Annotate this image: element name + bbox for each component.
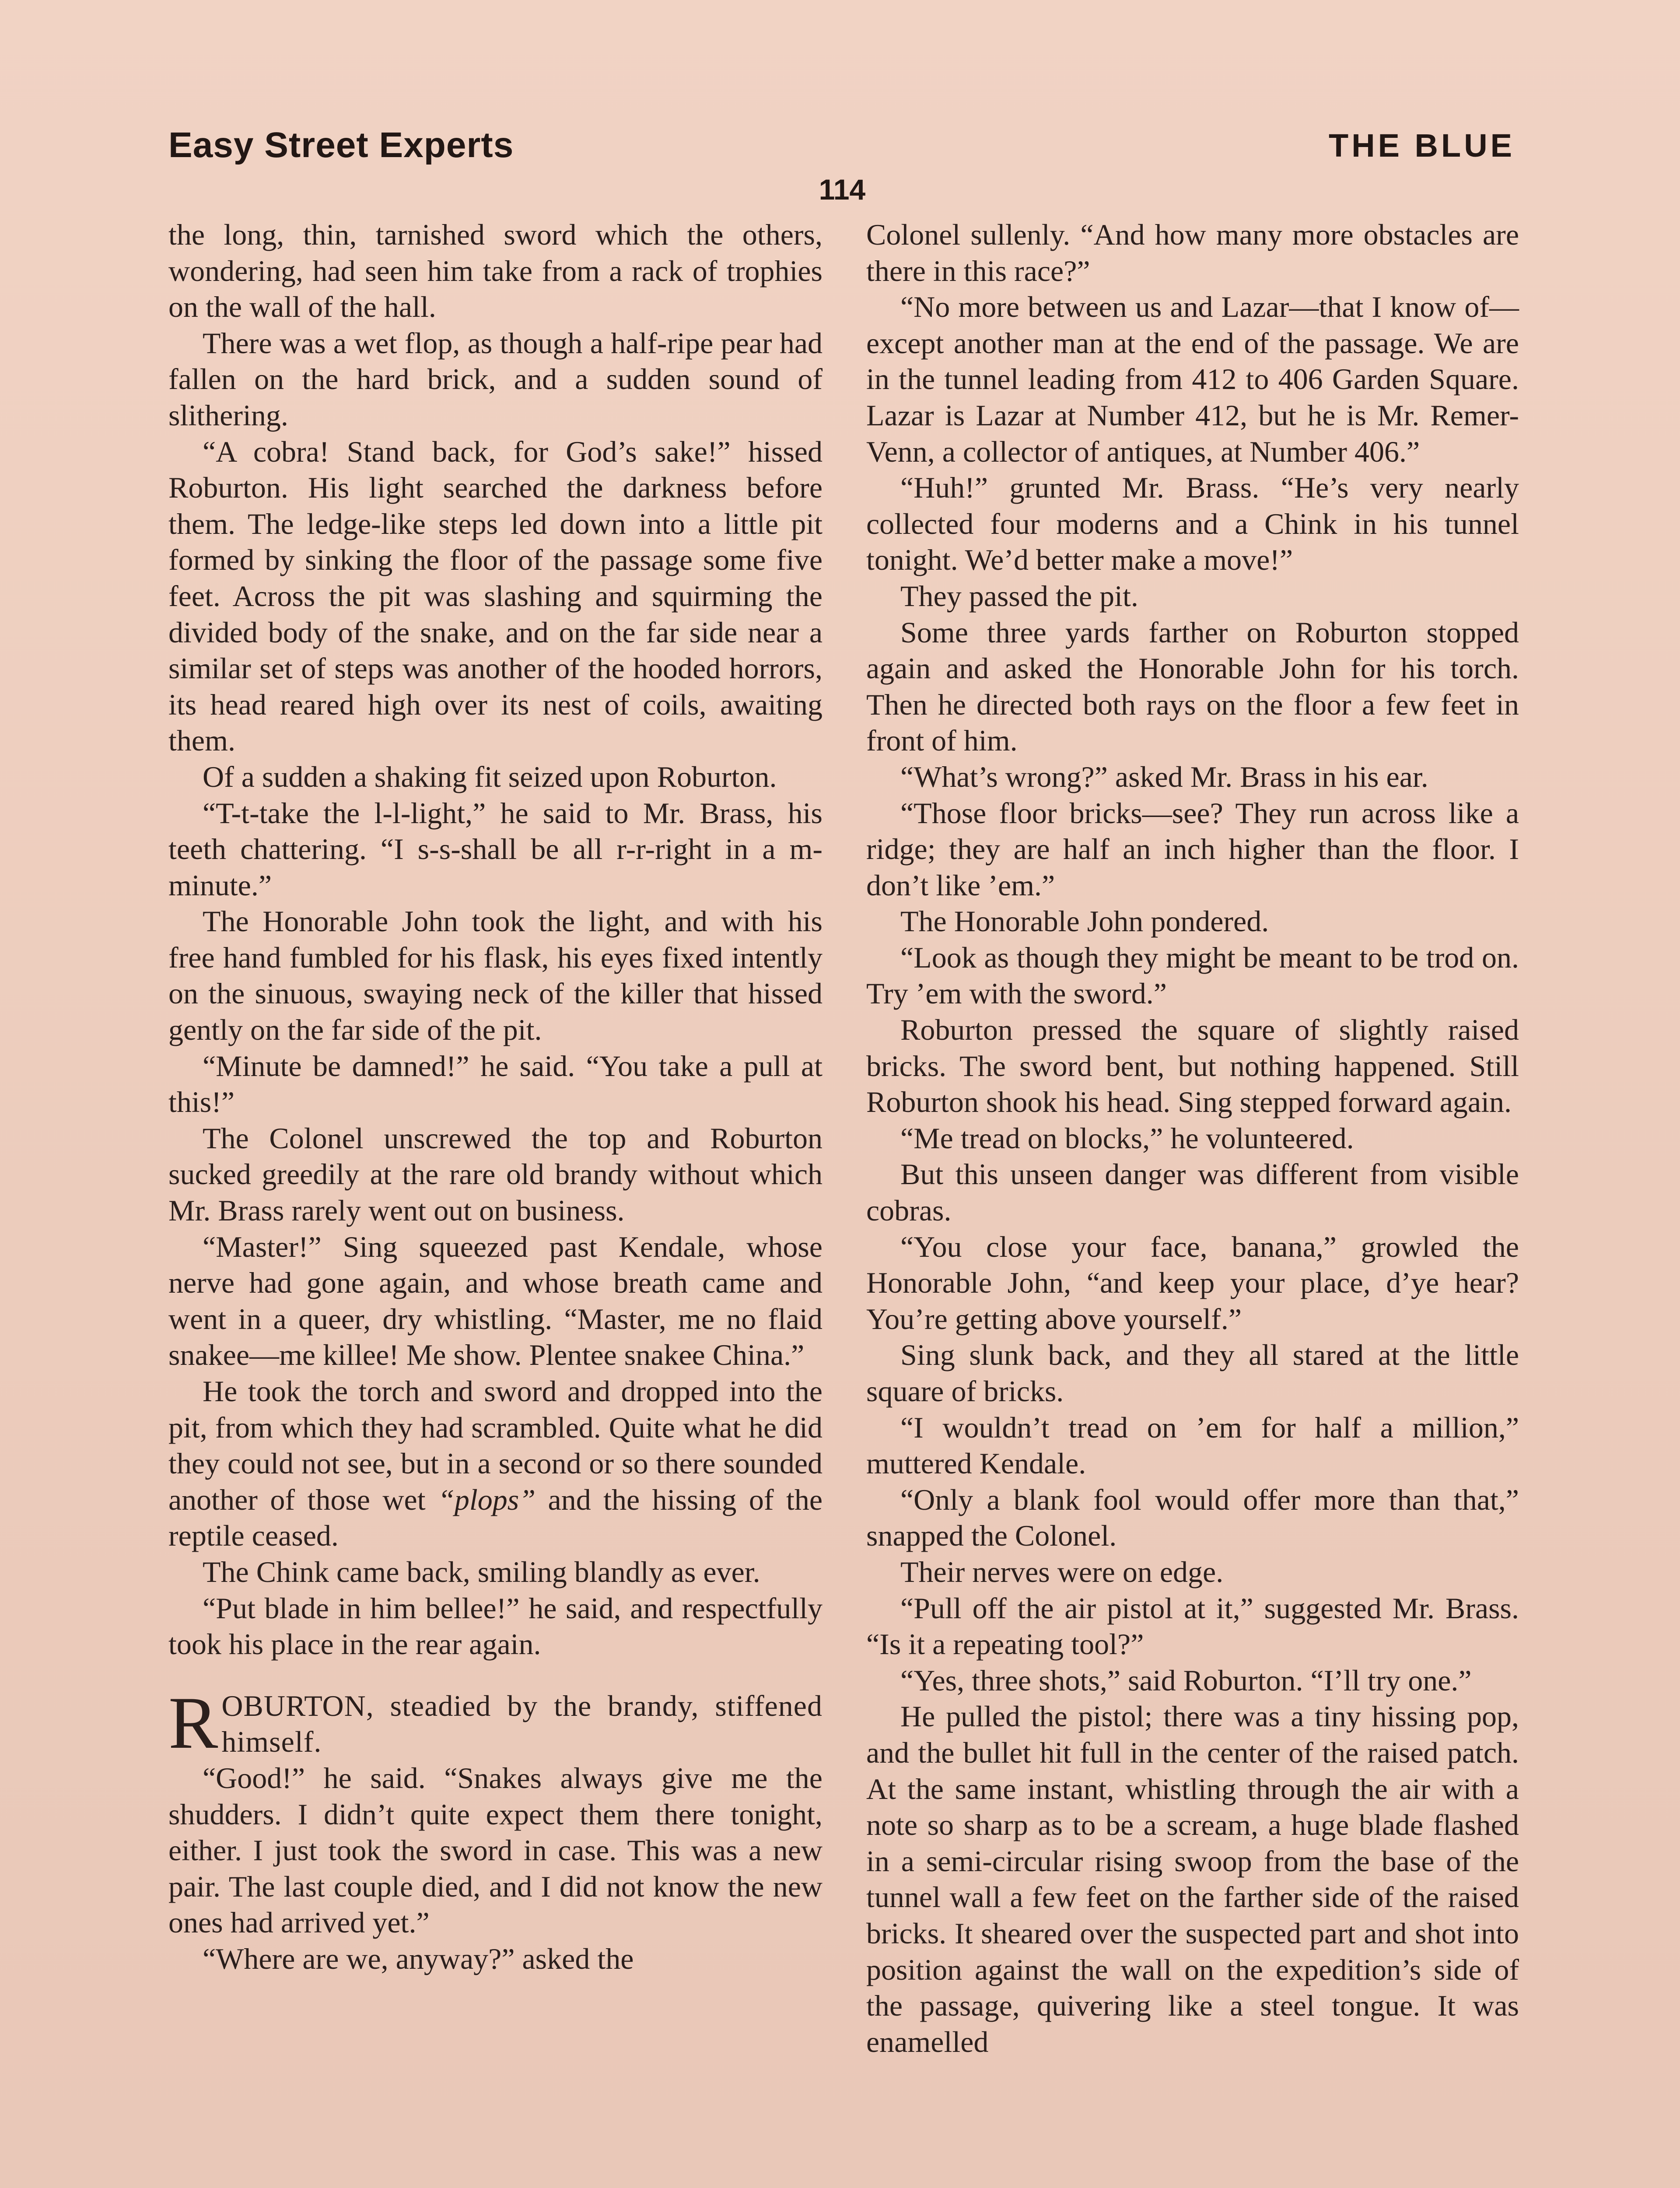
paragraph: The Colonel unscrewed the top and Roburton sucked greedily at the rare old brandy without which Mr. Brass rarely went out on business.	[168, 1121, 822, 1227]
paragraph: “Minute be damned!” he said. “You take a pull at this!”	[168, 1049, 822, 1119]
running-head-left: Easy Street Experts	[168, 125, 514, 165]
paragraph: Their nerves were on edge.	[900, 1555, 1224, 1588]
paragraph: Some three yards farther on Roburton stopped again and asked the Honorable John for his torch. Then he directed both rays on the floor a few feet in front of him.	[866, 615, 1519, 757]
right-text-column	[866, 217, 1519, 2060]
paragraph-text: and the hissing of the reptile ceased.	[168, 1483, 823, 1553]
paragraph-text: He took the torch and sword and dropped into the pit, from which they had scrambled. Quite what he did they could not see, but in a second or so there sounded another of those wet	[168, 1375, 822, 1516]
paragraph: “Only a blank fool would offer more than that,” snapped the Colonel.	[866, 1483, 1519, 1553]
paragraph: “I wouldn’t tread on ’em for half a million,” muttered Kendale.	[866, 1410, 1519, 1480]
paragraph: “What’s wrong?” asked Mr. Brass in his ear.	[900, 760, 1428, 793]
paragraph: “A cobra! Stand back, for God’s sake!” hissed Roburton. His light searched the darkness before them. The ledge-like steps led down into a little pit formed by sinking the floor of the passage some five feet. Across the pit was slashing and squirming the divided body of the snake, and on the far side near a similar set of steps was another of the hooded horrors, its head reared high over its nest of coils, awaiting them.	[168, 435, 822, 757]
paragraph: “Me tread on blocks,” he volunteered.	[900, 1121, 1354, 1155]
paragraph: “Put blade in him bellee!” he said, and respectfully took his place in the rear again.	[168, 1591, 822, 1661]
paragraph: The Chink came back, smiling blandly as ever.	[203, 1555, 760, 1588]
paragraph-text: OBURTON, steadied by the brandy, stiffened himself.	[221, 1689, 822, 1759]
paragraph: He pulled the pistol; there was a tiny hissing pop, and the bullet hit full in the center of the raised patch. At the same instant, whistling through the air with a note so sharp as to be a scream, a huge blade flashed in a semi-circular rising swoop from the base of the tunnel wall a few feet on the farther side of the raised bricks. It sheared over the suspected part and shot into position against the wall on the expedition’s side of the passage, quivering like a steel tongue. It was enamelled	[866, 1700, 1519, 2058]
paragraph: “Where are we, anyway?” asked the	[203, 1942, 634, 1975]
paragraph: “Master!” Sing squeezed past Kendale, whose nerve had gone again, and whose breath came and went in a queer, dry whistling. “Master, me no flaid snakee—me killee! Me show. Plentee snakee China.”	[168, 1230, 822, 1372]
paragraph: “Those floor bricks—see? They run across like a ridge; they are half an inch higher than the floor. I don’t like ’em.”	[866, 796, 1519, 902]
paragraph: the long, thin, tarnished sword which the others, wondering, had seen him take from a rack of trophies on the wall of the hall.	[168, 218, 822, 324]
paragraph: “Yes, three shots,” said Roburton. “I’ll try one.”	[900, 1663, 1472, 1697]
paragraph: There was a wet flop, as though a half-ripe pear had fallen on the hard brick, and a sudden sound of slithering.	[168, 326, 822, 432]
paragraph: But this unseen danger was different from visible cobras.	[866, 1157, 1519, 1227]
page-number: 114	[819, 173, 866, 206]
paragraph	[168, 1373, 822, 1554]
paragraph: Roburton pressed the square of slightly raised bricks. The sword bent, but nothing happened. Still Roburton shook his head. Sing stepped forward again.	[866, 1013, 1519, 1119]
paragraph: Colonel sullenly. “And how many more obstacles are there in this race?”	[866, 218, 1519, 288]
paragraph: Sing slunk back, and they all stared at the little square of bricks.	[866, 1338, 1519, 1408]
paragraph: “Pull off the air pistol at it,” suggested Mr. Brass. “Is it a repeating tool?”	[866, 1591, 1519, 1661]
paragraph: They passed the pit.	[900, 579, 1138, 613]
paragraph: The Honorable John pondered.	[900, 905, 1269, 938]
paragraph: “You close your face, banana,” growled the Honorable John, “and keep your place, d’ye hear? You’re getting above yourself.”	[866, 1230, 1519, 1336]
paragraph: “No more between us and Lazar—that I know of—except another man at the end of the passage. We are in the tunnel leading from 412 to 406 Garden Square. Lazar is Lazar at Number 412, but he is Mr. Remer-Venn, a collector of antiques, at Number 406.”	[866, 290, 1519, 468]
paragraph: Of a sudden a shaking fit seized upon Roburton.	[203, 760, 777, 793]
running-head-right: THE BLUE	[1329, 127, 1515, 164]
paragraph: The Honorable John took the light, and with his free hand fumbled for his flask, his eyes fixed intently on the sinuous, swaying neck of the killer that hissed gently on the far side of the pit.	[168, 905, 822, 1047]
section-start-paragraph	[168, 1681, 822, 1764]
drop-cap: R	[168, 1681, 218, 1764]
paragraph: “T-t-take the l-l-light,” he said to Mr. Brass, his teeth chattering. “I s-s-shall be all r-r-right in a m-minute.”	[168, 796, 822, 902]
paragraph: “Look as though they might be meant to be trod on. Try ’em with the sword.”	[866, 940, 1519, 1010]
paragraph: “Huh!” grunted Mr. Brass. “He’s very nearly collected four moderns and a Chink in his tunnel tonight. We’d better make a move!”	[866, 471, 1519, 577]
italic-word: “plops”	[438, 1483, 536, 1516]
paragraph: “Good!” he said. “Snakes always give me the shudders. I didn’t quite expect them there tonight, either. I just took the sword in case. This was a new pair. The last couple died, and I did not know the new ones had arrived yet.”	[168, 1761, 822, 1939]
left-text-column	[168, 217, 822, 1977]
